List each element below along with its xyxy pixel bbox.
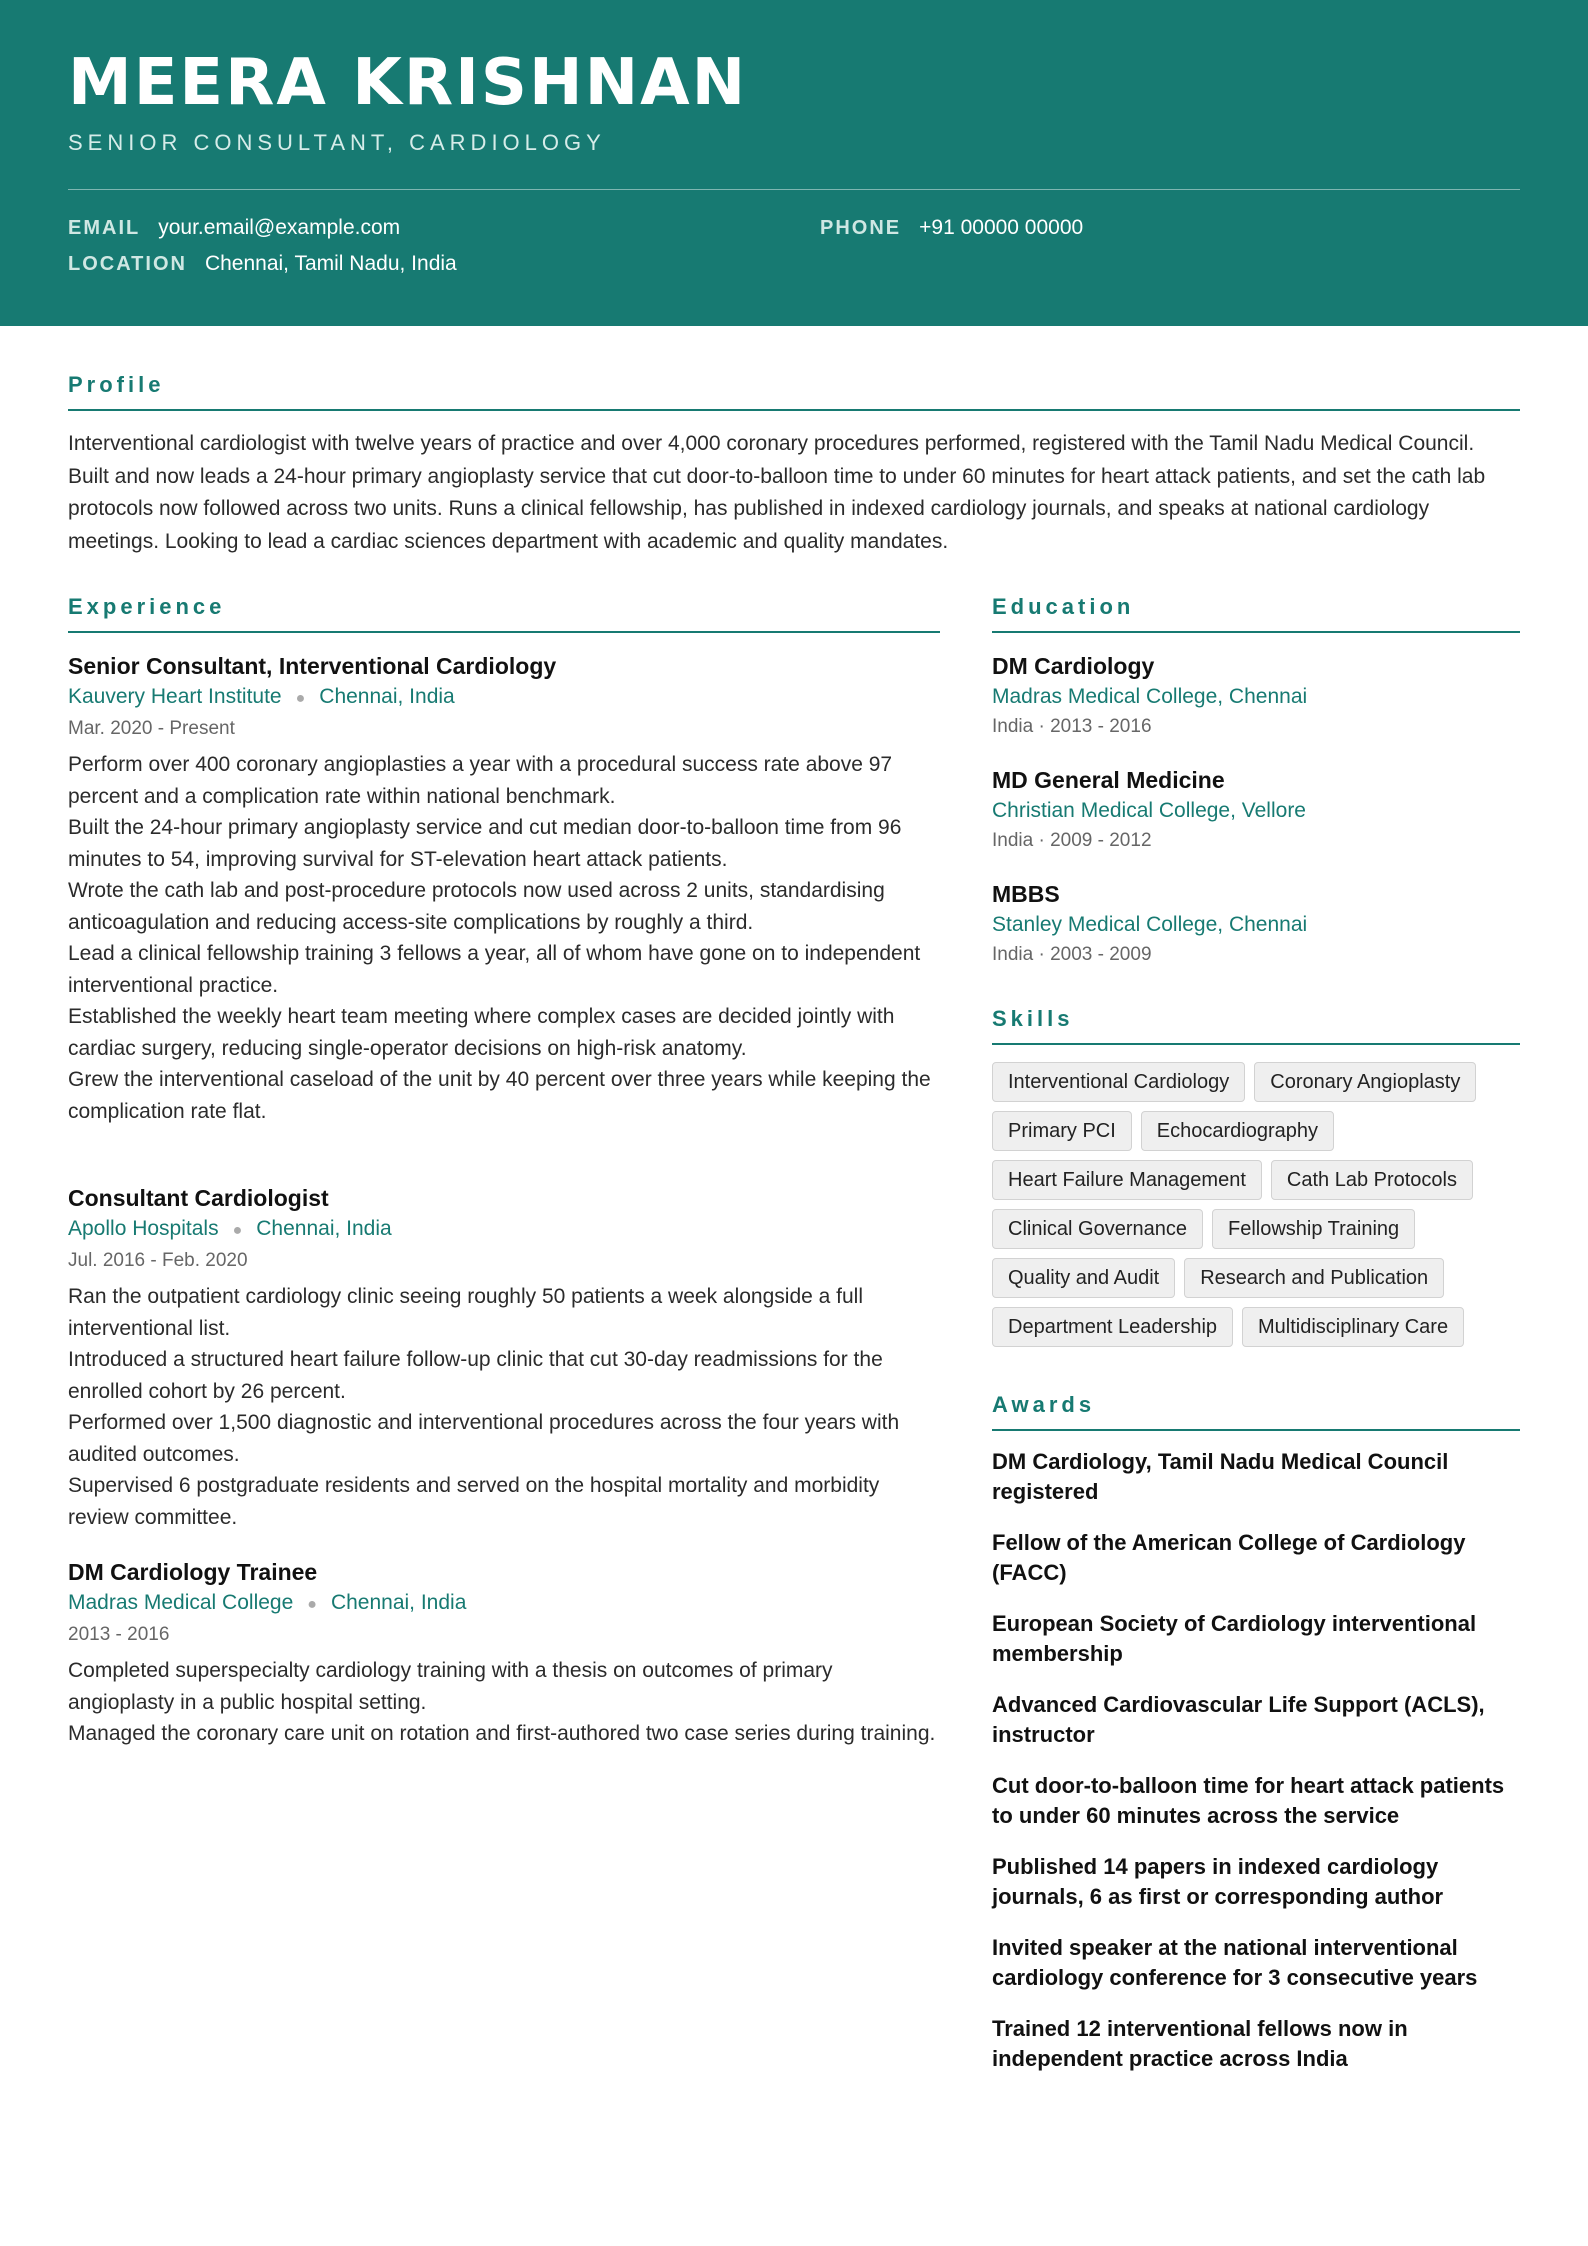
contact-email <box>68 216 400 240</box>
education-entry <box>992 765 1520 855</box>
experience-heading: Experience <box>68 594 226 619</box>
job-bullets <box>68 749 940 1127</box>
job-entry <box>68 1183 940 1533</box>
education-heading: Education <box>992 594 1135 619</box>
email-label: EMAIL <box>68 217 141 239</box>
skill-chip: Coronary Angioplasty <box>1254 1062 1476 1102</box>
job-bullet: Performed over 1,500 diagnostic and interventional procedures across the four years with audited outcomes. <box>68 1411 900 1466</box>
location-value: Chennai, Tamil Nadu, India <box>204 252 457 275</box>
contact-phone <box>820 216 1083 240</box>
job-title: DM Cardiology Trainee <box>68 1559 318 1585</box>
job-bullet: Perform over 400 coronary angioplasties a year with a procedural success rate above 97 percent and a complication rate within national benchmark. <box>68 753 893 808</box>
skill-chip: Primary PCI <box>992 1111 1132 1151</box>
contact-location <box>68 252 457 276</box>
education-detail: India · 2013 - 2016 <box>992 716 1152 737</box>
job-title: Consultant Cardiologist <box>68 1185 329 1211</box>
job-org: Apollo Hospitals <box>68 1217 219 1240</box>
award-item: Fellow of the American College of Cardiology (FACC) <box>992 1530 1466 1585</box>
education-entry <box>992 879 1520 969</box>
job-meta <box>68 681 940 715</box>
skill-chip: Department Leadership <box>992 1307 1233 1347</box>
skill-chip: Clinical Governance <box>992 1209 1203 1249</box>
job-bullets <box>68 1281 940 1533</box>
award-item: Trained 12 interventional fellows now in independent practice across India <box>992 2016 1408 2071</box>
profile-text: Interventional cardiologist with twelve years of practice and over 4,000 coronary procedures performed, registered with the Tamil Nadu Medical Council. Built and now leads a 24-hour primary angioplasty service that cut door-to-balloon time to under 60 minutes for heart attack patients, and set the cath lab protocols now followed across two units. Runs a clinical fellowship, has published in indexed cardiology journals, and speaks at national cardiology meetings. Looking to lead a cardiac sciences department with academic and quality mandates. <box>68 432 1486 553</box>
job-bullet: Grew the interventional caseload of the unit by 40 percent over three years while keeping the complication rate flat. <box>68 1068 931 1123</box>
education-divider <box>992 631 1520 633</box>
degree: DM Cardiology <box>992 653 1155 679</box>
job-bullet: Wrote the cath lab and post-procedure protocols now used across 2 units, standardising anticoagulation and reducing access-site complications by roughly a third. <box>68 879 885 934</box>
awards-divider <box>992 1429 1520 1431</box>
job-org: Kauvery Heart Institute <box>68 685 282 708</box>
job-bullet: Established the weekly heart team meeting where complex cases are decided jointly with cardiac surgery, reducing single-operator decisions on high-risk anatomy. <box>68 1005 895 1060</box>
job-bullet: Managed the coronary care unit on rotation and first-authored two case series during training. <box>68 1722 936 1745</box>
job-meta <box>68 1213 940 1247</box>
job-dates: 2013 - 2016 <box>68 1624 170 1645</box>
job-bullet: Ran the outpatient cardiology clinic seeing roughly 50 patients a week alongside a full interventional list. <box>68 1285 864 1340</box>
job-entry <box>68 1557 940 1750</box>
separator-dot-icon: ● <box>295 690 306 707</box>
location-label: LOCATION <box>68 253 187 275</box>
job-bullet: Completed superspecialty cardiology training with a thesis on outcomes of primary angioplasty in a public hospital setting. <box>68 1659 833 1714</box>
skills-divider <box>992 1043 1520 1045</box>
awards-heading: Awards <box>992 1392 1096 1417</box>
skill-chip: Research and Publication <box>1184 1258 1444 1298</box>
email-value[interactable]: your.email@example.com <box>158 216 401 239</box>
award-item: Cut door-to-balloon time for heart attack patients to under 60 minutes across the service <box>992 1773 1505 1828</box>
candidate-title: SENIOR CONSULTANT, CARDIOLOGY <box>68 130 606 155</box>
awards-list <box>992 1447 1520 2095</box>
job-org: Madras Medical College <box>68 1591 294 1614</box>
job-bullets <box>68 1655 940 1750</box>
candidate-name: MEERA KRISHNAN <box>68 46 748 120</box>
job-bullet: Introduced a structured heart failure follow-up clinic that cut 30-day readmissions for the enrolled cohort by 26 percent. <box>68 1348 883 1403</box>
separator-dot-icon: ● <box>232 1222 243 1239</box>
job-dates: Jul. 2016 - Feb. 2020 <box>68 1250 248 1271</box>
education-detail: India · 2009 - 2012 <box>992 830 1152 851</box>
job-title: Senior Consultant, Interventional Cardiology <box>68 653 557 679</box>
profile-divider <box>68 409 1520 411</box>
award-item: Advanced Cardiovascular Life Support (ACLS), instructor <box>992 1692 1485 1747</box>
skills-heading: Skills <box>992 1006 1074 1031</box>
education-detail: India · 2003 - 2009 <box>992 944 1152 965</box>
award-item: DM Cardiology, Tamil Nadu Medical Council registered <box>992 1449 1449 1504</box>
job-bullet: Lead a clinical fellowship training 3 fellows a year, all of whom have gone on to independent interventional practice. <box>68 942 921 997</box>
award-item: Invited speaker at the national interventional cardiology conference for 3 consecutive years <box>992 1935 1478 1990</box>
skill-chip: Heart Failure Management <box>992 1160 1262 1200</box>
degree: MD General Medicine <box>992 767 1225 793</box>
job-place: Chennai, India <box>319 685 455 708</box>
job-dates: Mar. 2020 - Present <box>68 718 235 739</box>
experience-divider <box>68 631 940 633</box>
job-bullet: Supervised 6 postgraduate residents and served on the hospital mortality and morbidity review committee. <box>68 1474 880 1529</box>
separator-dot-icon: ● <box>307 1596 317 1613</box>
skill-chip: Echocardiography <box>1141 1111 1334 1151</box>
skill-chip: Interventional Cardiology <box>992 1062 1245 1102</box>
education-entry <box>992 651 1520 741</box>
resume-header <box>0 0 1588 326</box>
phone-value[interactable]: +91 00000 00000 <box>919 216 1084 239</box>
skill-chip: Quality and Audit <box>992 1258 1175 1298</box>
header-divider <box>68 189 1520 190</box>
school: Madras Medical College, Chennai <box>992 685 1308 708</box>
award-item: European Society of Cardiology interventional membership <box>992 1611 1477 1666</box>
skill-chip: Cath Lab Protocols <box>1271 1160 1473 1200</box>
award-item: Published 14 papers in indexed cardiology journals, 6 as first or corresponding author <box>992 1854 1444 1909</box>
job-meta <box>68 1587 940 1621</box>
school: Christian Medical College, Vellore <box>992 799 1306 822</box>
phone-label: PHONE <box>820 217 902 239</box>
school: Stanley Medical College, Chennai <box>992 913 1308 936</box>
skill-chip: Multidisciplinary Care <box>1242 1307 1464 1347</box>
degree: MBBS <box>992 881 1060 907</box>
skills-list <box>992 1062 1532 1347</box>
job-entry <box>68 651 940 1127</box>
skill-chip: Fellowship Training <box>1212 1209 1415 1249</box>
job-place: Chennai, India <box>330 1591 467 1614</box>
job-place: Chennai, India <box>256 1217 392 1240</box>
job-bullet: Built the 24-hour primary angioplasty service and cut median door-to-balloon time from 96 minutes to 54, improving survival for ST-elevation heart attack patients. <box>68 816 902 871</box>
profile-heading: Profile <box>68 372 165 397</box>
